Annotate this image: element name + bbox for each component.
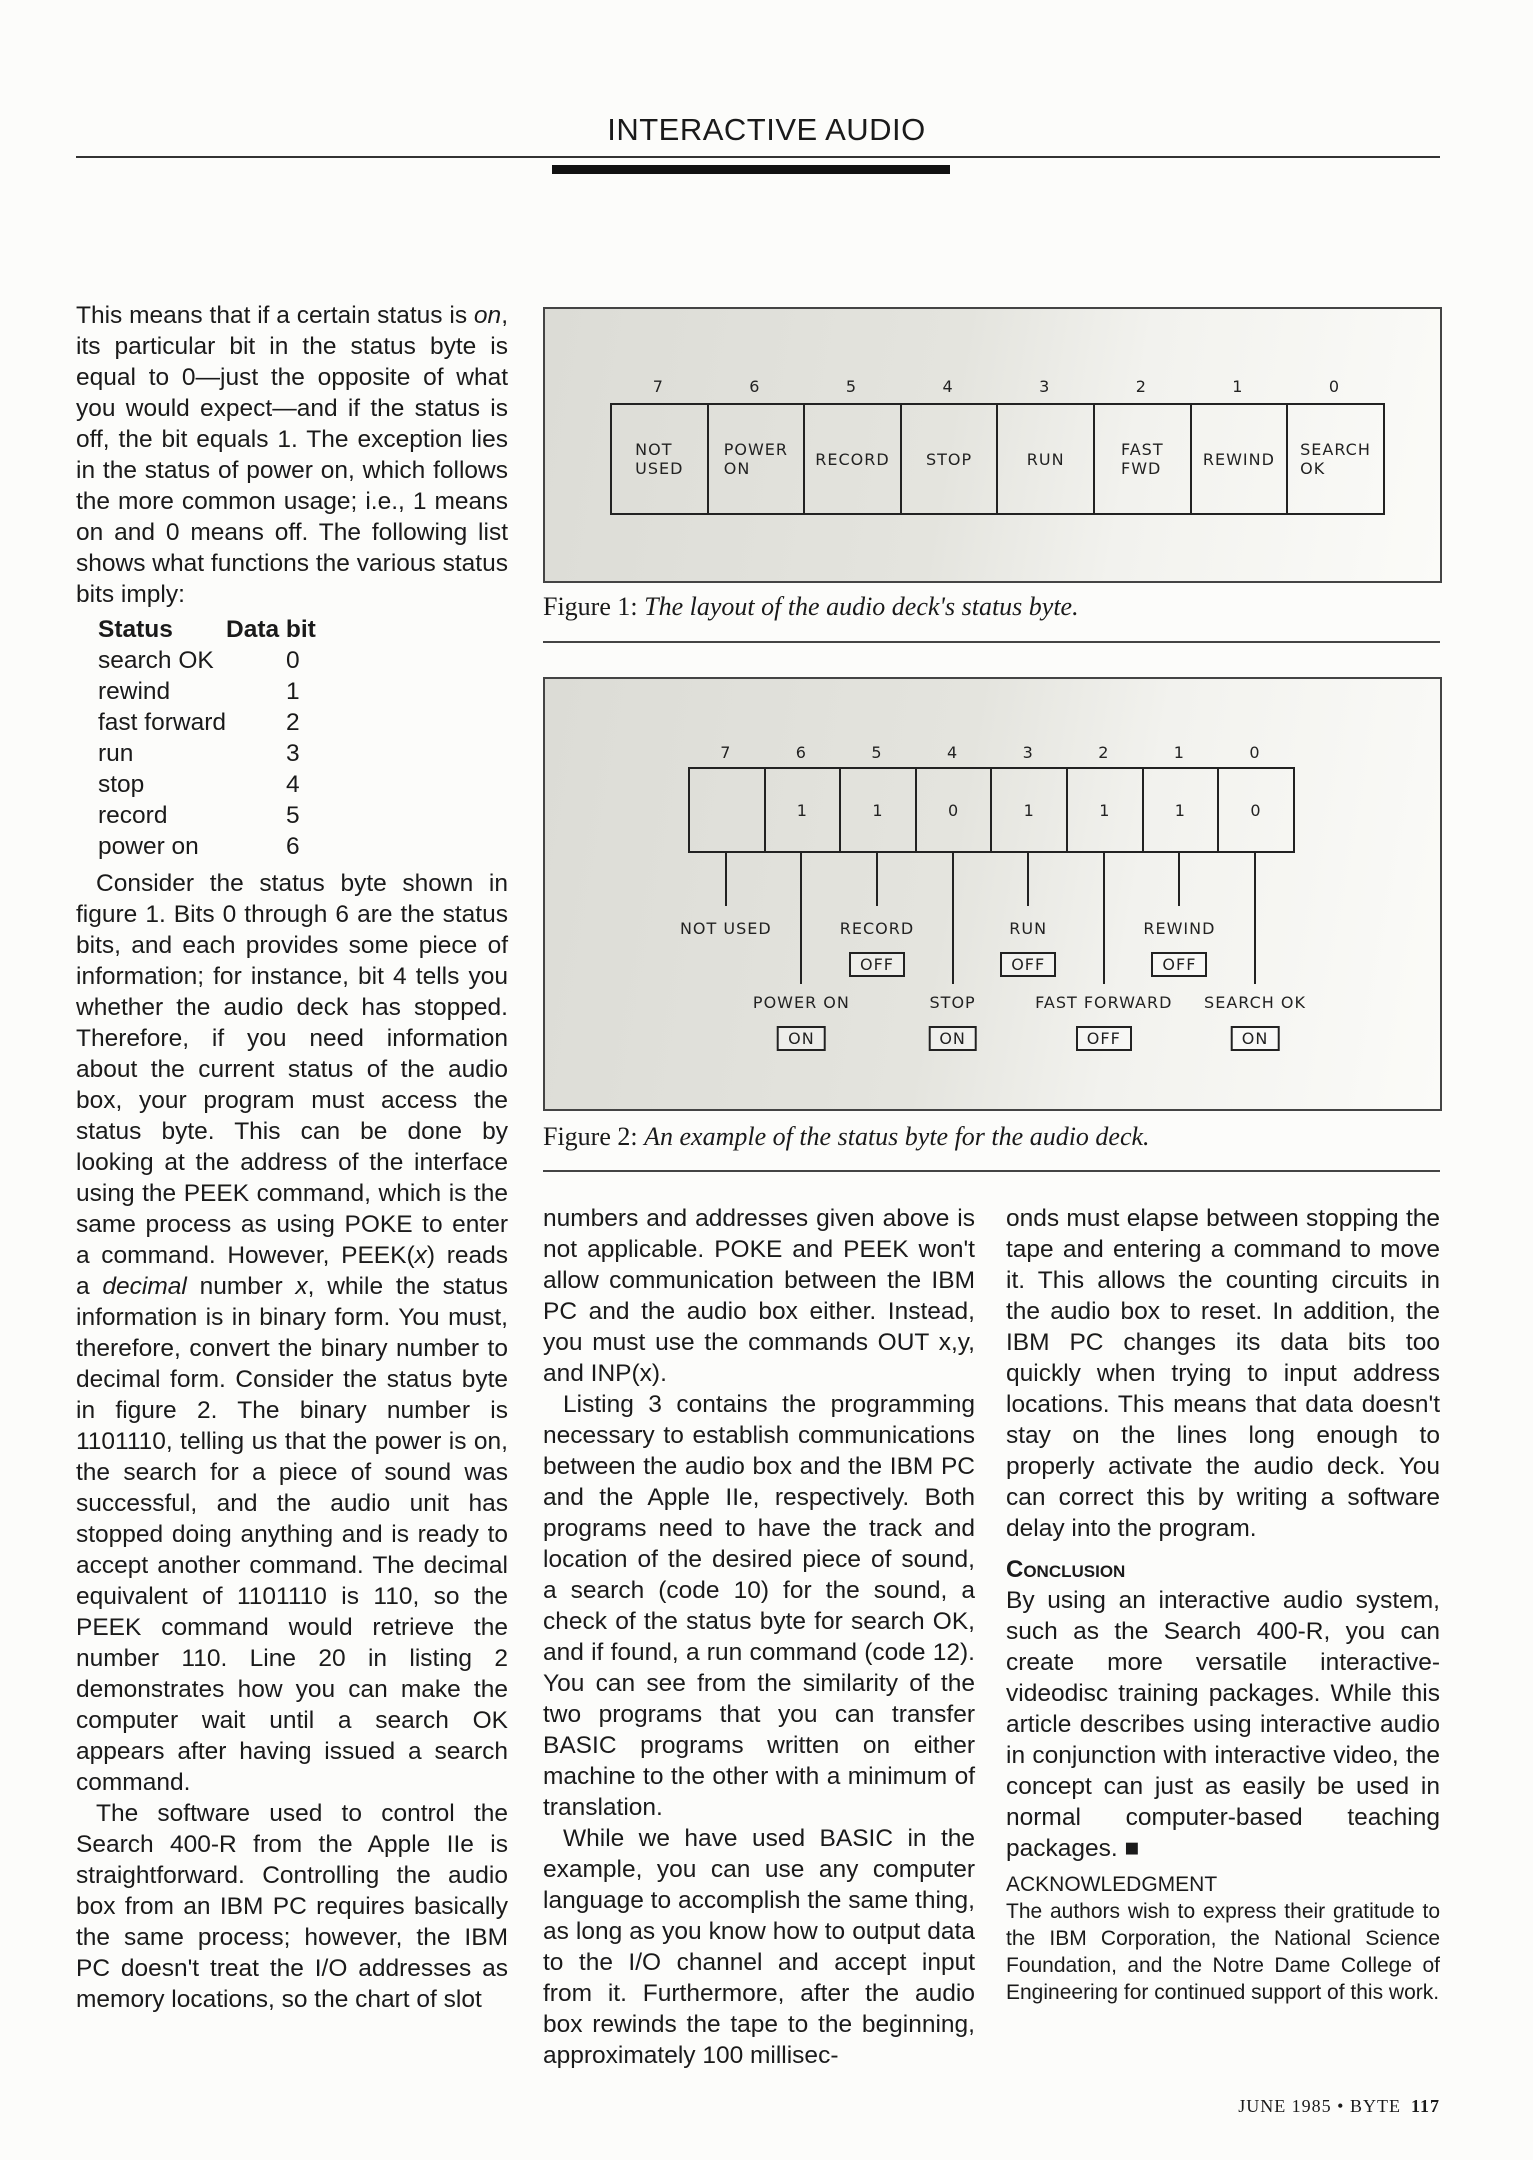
page-number: 117	[1410, 2096, 1440, 2116]
page-footer	[1238, 2096, 1440, 2117]
paragraph: Listing 3 contains the programming necessary to establish communications between the audio box and the IBM PC and the Apple IIe, respectively. Both programs need to have the track and location of the desired piece of sound, a search (code 10) for the sound, a check of the status byte for search OK, and if found, a run command (code 12). You can see from the similarity of the two programs that you can transfer BASIC programs written on either machine to the other with a minimum of translation.	[543, 1391, 975, 1821]
text: , its particular bit in the status byte is equal to 0—just the opposite of what you would expect—and if the status is off, the bit equals 1. The exception lies in the status of power on, which follows the more common usage; i.e., 1 means on and 0 means off. The following list shows what functions the various status bits imply:	[76, 302, 508, 608]
bit-cell: 1	[990, 767, 1068, 853]
text: ) reads a	[76, 1242, 508, 1300]
state-box: ON	[928, 1026, 977, 1051]
status-name: rewind	[98, 678, 171, 705]
figure-1	[543, 307, 1442, 583]
bit-cell: STOP	[900, 403, 999, 515]
connector-line	[1254, 853, 1256, 984]
caption-label: Figure 2:	[543, 1122, 645, 1151]
text: Consider the status byte shown in figure 1. Bits 0 through 6 are the status bits, and each provides some piece of information; for instance, bit 4 tells you whether the audio deck has stopped. Therefore, if you need information about the current status of the audio box, your program must access the status byte. This can be done by looking at the address of the interface using the PEEK command, which is the same process as using POKE to enter a command. However, PEEK(	[76, 870, 508, 1269]
table-row	[98, 738, 316, 769]
bit-cell: 0	[915, 767, 993, 853]
paragraph: The software used to control the Search 400-R from the Apple IIe is straightforward. Controlling the audio box from an IBM PC requires basically the same process; however, the IBM PC doesn't treat the I/O addresses as memory locations, so the chart of slot	[76, 1800, 508, 2013]
data-bit: 4	[286, 771, 300, 798]
caption-text: An example of the status byte for the audio deck.	[644, 1122, 1150, 1151]
paragraph	[76, 300, 508, 610]
connector-line	[800, 853, 802, 984]
state-box: OFF	[1151, 952, 1207, 977]
header-rule	[76, 156, 1440, 158]
bit-cell: 1	[1066, 767, 1144, 853]
status-name: search OK	[98, 647, 214, 674]
data-bit: 2	[286, 709, 300, 736]
bit-number: 6	[749, 377, 761, 396]
state-box: ON	[1231, 1026, 1280, 1051]
text: , while the status information is in binary form. You must, therefore, convert the binary number to decimal form. Consider the status byte in figure 2. The binary number is 1101110, telling us that the power is on, the search for a piece of sound was successful, and the audio unit has stopped doing anything and is ready to accept another command. The decimal equivalent of 1101110 is 110, so the PEEK command would retrieve the number 110. Line 20 in listing 2 demonstrates how you can make the computer wait until a search OK appears after having issued a search command.	[76, 1273, 509, 1796]
header-bar	[552, 165, 950, 174]
bit-number: 4	[942, 377, 954, 396]
bit-label: SEARCH OK	[1204, 993, 1306, 1012]
section-heading: Conclusion	[1006, 1556, 1126, 1583]
left-column	[76, 300, 508, 2015]
connector-line	[1027, 853, 1029, 906]
data-bit: 1	[286, 678, 300, 705]
table-row	[98, 707, 316, 738]
text: This means that if a certain status is	[76, 302, 474, 329]
bit-number: 1	[1232, 377, 1244, 396]
bit-number: 5	[871, 743, 883, 762]
bit-label: REWIND	[1143, 919, 1216, 938]
figure-rule	[543, 641, 1440, 643]
bit-label: NOT USED	[679, 919, 772, 938]
paragraph: numbers and addresses given above is not applicable. POKE and PEEK won't allow communication between the IBM PC and the audio box either. Instead, you must use the commands OUT x,y, and INP(x).	[543, 1205, 975, 1387]
bit-number: 2	[1135, 377, 1147, 396]
table-row	[98, 800, 316, 831]
bit-cell: SEARCH OK	[1286, 403, 1385, 515]
table-row	[98, 831, 316, 862]
table-row	[98, 769, 316, 800]
status-name: fast forward	[98, 709, 226, 736]
connector-line	[725, 853, 727, 906]
data-bit: 6	[286, 833, 300, 860]
table-row	[98, 676, 316, 707]
bit-label: RECORD	[839, 919, 915, 938]
emphasis: decimal	[102, 1273, 187, 1300]
emphasis: x	[295, 1273, 308, 1300]
status-table	[98, 614, 316, 862]
connector-line	[1178, 853, 1180, 906]
state-box: OFF	[849, 952, 905, 977]
status-name: stop	[98, 771, 145, 798]
bit-number: 5	[845, 377, 858, 396]
connector-line	[1103, 853, 1105, 984]
status-name: power on	[98, 833, 199, 860]
bit-number: 1	[1173, 743, 1185, 762]
bit-number: 3	[1022, 743, 1034, 762]
header-status: Status	[98, 616, 173, 643]
footer-issue: JUNE 1985 • BYTE	[1238, 2096, 1401, 2116]
connector-line	[952, 853, 954, 984]
data-bit: 0	[286, 647, 300, 674]
bit-number: 3	[1039, 377, 1051, 396]
data-bit: 5	[286, 802, 300, 829]
bit-number: 0	[1328, 377, 1341, 396]
text: number	[186, 1273, 296, 1300]
bit-label: RUN	[1009, 919, 1048, 938]
bit-cell: POWER ON	[707, 403, 806, 515]
right-column	[1006, 1203, 1440, 2006]
bit-label: FAST FORWARD	[1035, 993, 1173, 1012]
table-row	[98, 645, 316, 676]
bit-cell: 0	[1217, 767, 1295, 853]
state-box: OFF	[1000, 952, 1056, 977]
bit-label: STOP	[929, 993, 976, 1012]
data-bit: 3	[286, 740, 300, 767]
bit-number: 0	[1249, 743, 1261, 762]
bit-cell: 1	[1142, 767, 1220, 853]
bit-number: 4	[947, 743, 959, 762]
bit-cell: 1	[839, 767, 917, 853]
bit-number: 7	[652, 377, 664, 396]
paragraph: onds must elapse between stopping the tape and entering a command to move it. This allows the counting circuits in the audio box to reset. In addition, the IBM PC changes its data bits too quickly when trying to input address locations. This means that data doesn't stay on the lines long enough to properly activate the audio deck. You can correct this by writing a software delay into the program.	[1006, 1205, 1440, 1542]
caption-label: Figure 1:	[543, 592, 645, 621]
header-data-bit: Data bit	[226, 616, 316, 643]
running-header: INTERACTIVE AUDIO	[607, 112, 926, 147]
emphasis: on	[473, 302, 502, 329]
bit-label: POWER ON	[752, 993, 850, 1012]
bit-cell: RECORD	[803, 403, 902, 515]
paragraph: While we have used BASIC in the example, you can use any computer language to accomplish the same thing, as long as you know how to output data to the I/O channel and accept input from it. Furthermore, after the audio box rewinds the tape to the beginning, approximately 100 millisec-	[543, 1825, 975, 2069]
bit-cell: FAST FWD	[1093, 403, 1192, 515]
bit-number: 7	[720, 743, 732, 762]
state-box: OFF	[1076, 1026, 1132, 1051]
figure-2	[543, 677, 1442, 1111]
caption-text: The layout of the audio deck's status byte.	[644, 592, 1079, 621]
state-box: ON	[777, 1026, 826, 1051]
bit-number: 2	[1098, 743, 1110, 762]
status-name: run	[98, 740, 134, 767]
paragraph	[76, 868, 508, 1798]
figure-rule	[543, 1170, 1440, 1172]
acknowledgment-text: The authors wish to express their gratitude to the IBM Corporation, the National Science Foundation, and the Notre Dame College of Engineering for continued support of this work.	[1006, 1900, 1440, 2004]
bit-cell: REWIND	[1190, 403, 1289, 515]
bit-cell: NOT USED	[610, 403, 709, 515]
connector-line	[876, 853, 878, 906]
figure-2-caption	[543, 1122, 1150, 1152]
bit-number: 6	[795, 743, 807, 762]
bit-cell	[688, 767, 766, 853]
middle-column	[543, 1203, 975, 2071]
emphasis: x	[414, 1242, 427, 1269]
paragraph: By using an interactive audio system, such as the Search 400-R, you can create more versatile interactive-videodisc training packages. While this article describes using interactive audio in conjunction with interactive video, the concept can just as easily be used in normal computer-based teaching packages. ■	[1006, 1587, 1440, 1862]
bit-cell: RUN	[996, 403, 1095, 515]
bit-cell: 1	[764, 767, 842, 853]
figure-1-caption	[543, 592, 1079, 622]
acknowledgment-heading: ACKNOWLEDGMENT	[1006, 1873, 1218, 1896]
status-name: record	[98, 802, 168, 829]
